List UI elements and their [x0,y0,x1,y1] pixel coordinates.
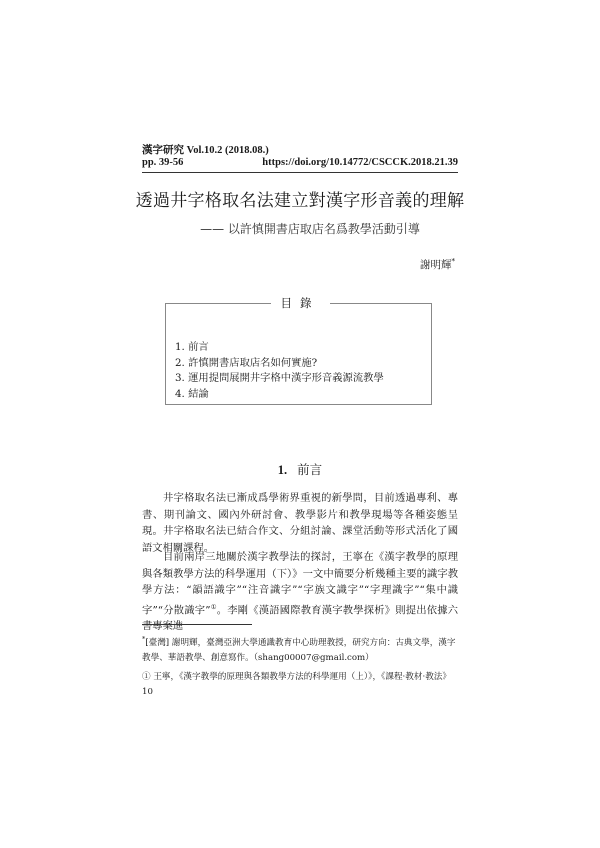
footnote-ref[interactable]: ① [210,602,217,611]
toc-item[interactable]: 3. 運用提問展開井字格中漢字形音義源流教學 [175,372,384,384]
section-heading [0,460,600,478]
toc-title-text: 目錄 [271,296,330,310]
paragraph-text: 目前兩岸三地關於漢字教學法的探討，王寧在《漢字教學的原理與各類教學方法的科學運用（下）》一文中簡要分析幾種主要的識字教學方法：“韻語識字”“注音識字”“字族文識字”“字理識字”“集中識字”“分散識字” [142,551,458,616]
section-title: 前言 [297,462,323,477]
footnote-text: [臺灣] 謝明輝，臺灣亞洲大學通識教育中心助理教授，研究方向：古典文學，漢字教學、華語教學、創意寫作。（shang00007@gmail.com） [142,637,456,663]
footnote-rule [142,624,252,625]
header-rule [142,172,458,173]
toc-title [0,295,600,311]
toc-item[interactable]: 1. 前言 [175,341,209,353]
footnote-mark: * [142,635,146,643]
footnote [142,670,458,700]
author-footnote-mark: * [451,257,455,266]
doi-link[interactable]: https://doi.org/10.14772/CSCCK.2018.21.39 [262,157,458,168]
footnote-text: 王寧，《漢字教學的原理與各類教學方法的科學運用（上）》，《課程·教材·教法》10 [142,672,451,697]
footnote-mark: ① [142,672,151,682]
body-paragraph [142,549,458,635]
author-name [420,257,455,272]
journal-info: 漢字研究 Vol.10.2 (2018.08.) [142,145,269,156]
author-name-text: 謝明輝 [420,259,452,271]
page-range: pp. 39-56 [142,157,184,168]
paper-subtitle: —— 以許慎開書店取店名爲教學活動引導 [200,222,420,236]
section-number: 1. [277,463,288,477]
footnote [142,632,458,666]
toc-item[interactable]: 4. 結論 [175,387,209,400]
toc-list [175,340,384,402]
body-paragraph: 井字格取名法已漸成爲學術界重視的新學問，目前透過專利、專書、期刊論文、國內外研討會、教學影片和教學現場等各種姿態呈現。井字格取名法已結合作文、分組討論、課堂活動等形式活化了國語文相關課程。 [142,492,458,554]
paper-title: 透過井字格取名法建立對漢字形音義的理解 [135,191,465,211]
paragraph-text: 。李剛《漢語國際教育漢字教學探析》則提出依據六書專案進 [142,603,459,633]
toc-item[interactable]: 2. 許慎開書店取店名如何實施? [175,356,318,369]
